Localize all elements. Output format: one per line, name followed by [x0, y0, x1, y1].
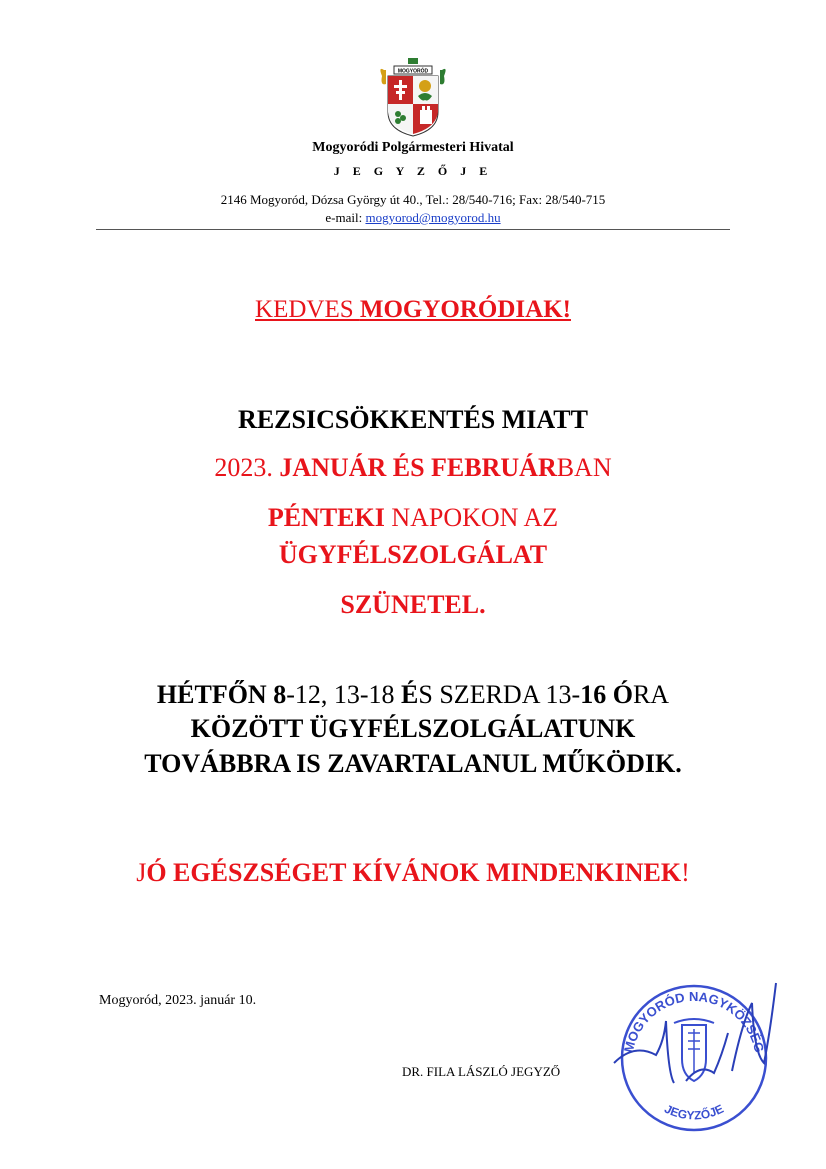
hours-ra: RA	[632, 680, 670, 709]
greeting-part-2: MOGYORÓDIAK!	[359, 296, 571, 323]
greeting-part-1: KEDVES	[255, 296, 360, 323]
announcement-line-2	[0, 453, 826, 483]
document-date: Mogyoród, 2023. január 10.	[99, 993, 257, 1008]
signatory-name: DR. FILA LÁSZLÓ JEGYZŐ	[402, 1064, 561, 1079]
announcement-friday: PÉNTEKI	[267, 503, 385, 532]
official-stamp	[604, 963, 784, 1133]
wish-text: Ó EGÉSZSÉGET KÍVÁNOK MINDENKINEK	[146, 858, 682, 887]
hours-monday-times: -12, 13-18	[286, 680, 402, 709]
announcement-months: JANUÁR ÉS FEBRUÁR	[279, 453, 557, 482]
announcement-line-1: REZSICSÖKKENTÉS MIATT	[238, 405, 588, 434]
hours-line-1	[0, 680, 826, 710]
svg-text:MOGYORÓD: MOGYORÓD	[397, 68, 429, 75]
header-divider	[96, 229, 730, 230]
announcement-days: NAPOKON AZ	[384, 503, 559, 532]
announcement-line-3	[0, 503, 826, 533]
wish-line	[0, 858, 826, 888]
hours-line-2: KÖZÖTT ÜGYFÉLSZOLGÁLATUNK	[190, 714, 636, 743]
office-name: Mogyoródi Polgármesteri Hivatal	[312, 140, 514, 155]
coat-of-arms-logo	[376, 56, 450, 138]
hours-and-e: É	[401, 680, 419, 709]
email-prefix: e-mail:	[325, 210, 366, 225]
notary-title: J E G Y Z Ő J E	[333, 164, 493, 178]
announcement-line-4: ÜGYFÉLSZOLGÁLAT	[278, 540, 548, 569]
hours-line-3: TOVÁBBRA IS ZAVARTALANUL MŰKÖDIK.	[144, 749, 682, 778]
svg-text:MOGYORÓD NAGYKÖZSÉG: MOGYORÓD NAGYKÖZSÉG	[620, 988, 768, 1054]
announcement-months-suffix: BAN	[556, 453, 612, 482]
hours-wednesday: S SZERDA 13-	[418, 680, 581, 709]
greeting	[0, 296, 826, 324]
announcement-line-5: SZÜNETEL.	[340, 590, 486, 619]
hours-monday: HÉTFŐN	[156, 680, 274, 709]
svg-text:JEGYZŐJE: JEGYZŐJE	[662, 1101, 726, 1123]
email-line	[0, 210, 826, 226]
hours-16: 16 Ó	[580, 680, 633, 709]
email-link[interactable]: mogyorod@mogyorod.hu	[365, 210, 501, 225]
wish-exclamation: !	[681, 858, 690, 887]
hours-8: 8	[273, 680, 287, 709]
office-address: 2146 Mogyoród, Dózsa György út 40., Tel.: 28/540-716; Fax: 28/540-715	[220, 192, 606, 207]
announcement-year: 2023.	[214, 453, 280, 482]
wish-j: J	[136, 858, 147, 887]
